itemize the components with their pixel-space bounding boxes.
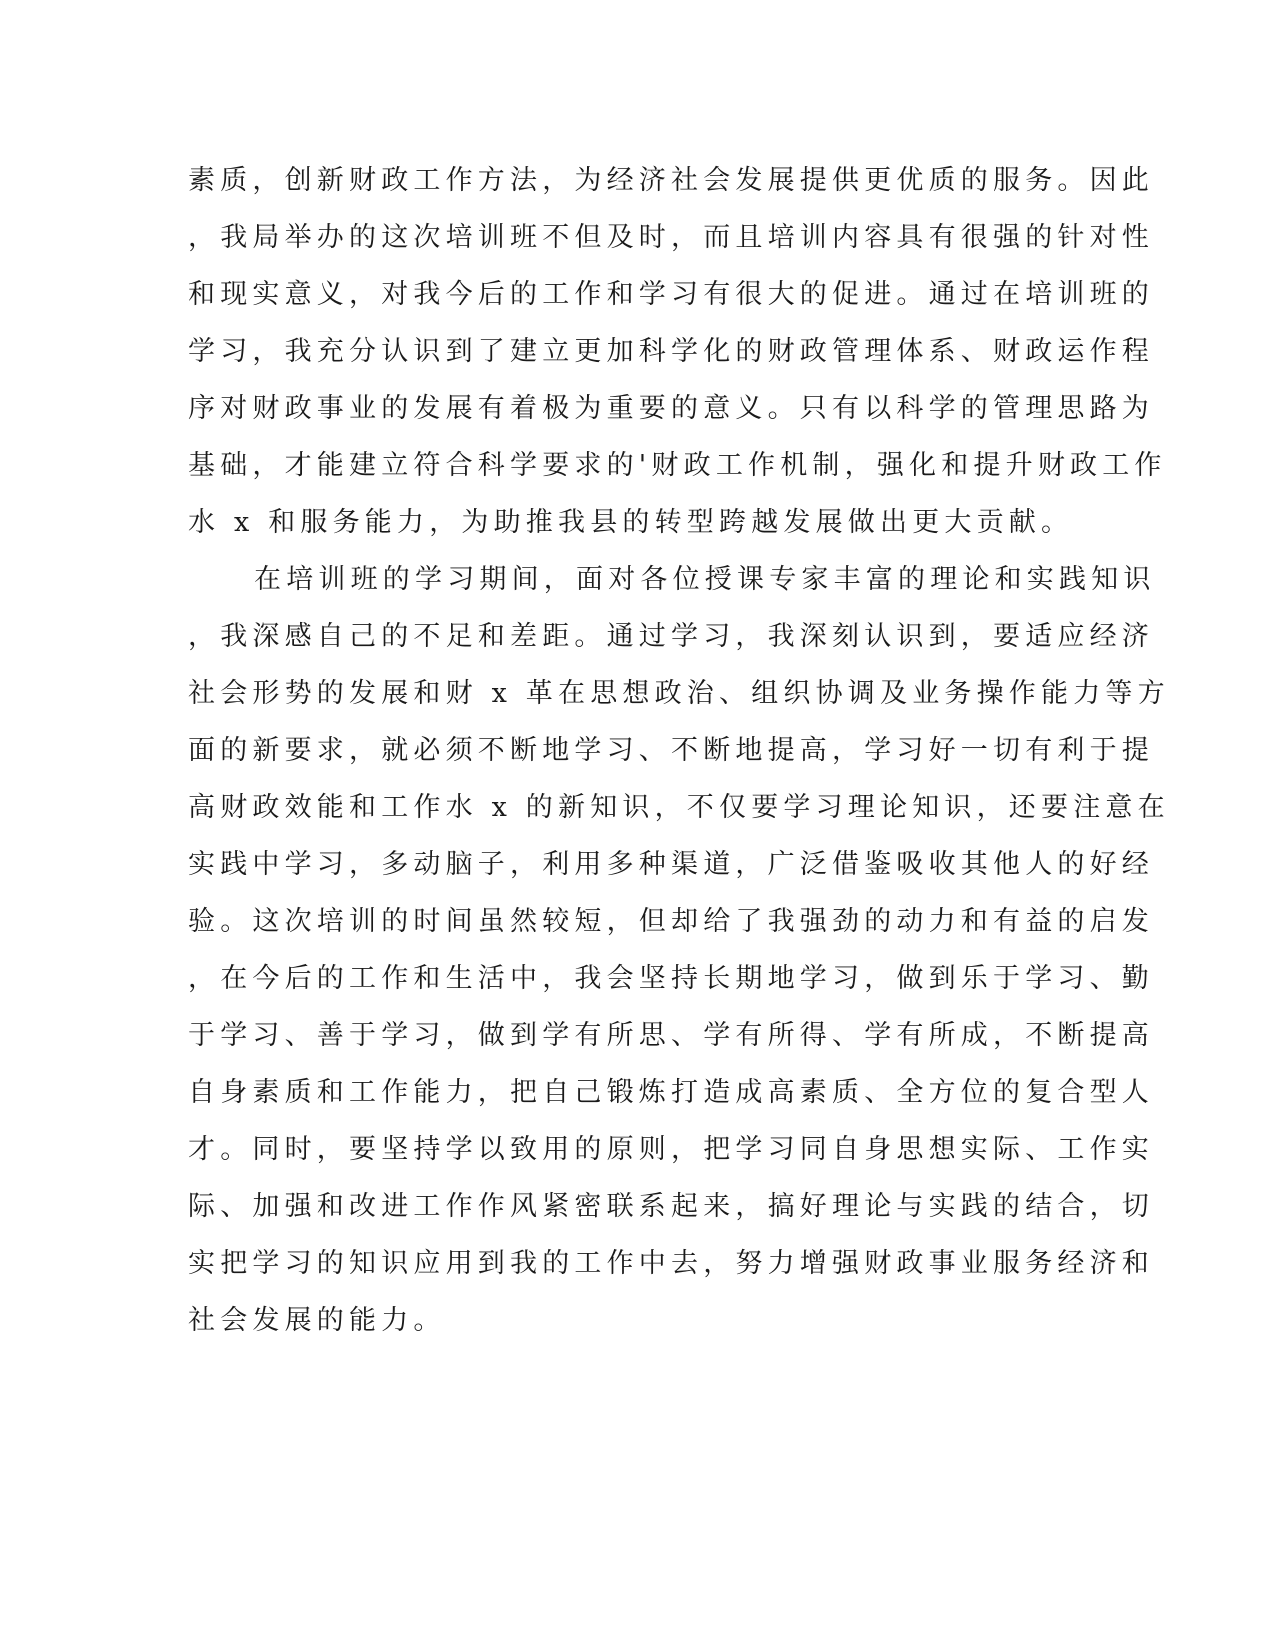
- paragraph-line: 高财政效能和工作水 x 的新知识，不仅要学习理论知识，还要注意在: [188, 792, 1170, 823]
- document-body: [188, 152, 1170, 1349]
- paragraph-line: 学习，我充分认识到了建立更加科学化的财政管理体系、财政运作程: [188, 336, 1154, 367]
- paragraph-line: ，我深感自己的不足和差距。通过学习，我深刻认识到，要适应经济: [188, 621, 1154, 652]
- paragraph-line: 验。这次培训的时间虽然较短，但却给了我强劲的动力和有益的启发: [188, 906, 1154, 937]
- paragraph-line: 于学习、善于学习，做到学有所思、学有所得、学有所成，不断提高: [188, 1020, 1154, 1051]
- paragraph-line: 在培训班的学习期间，面对各位授课专家丰富的理论和实践知识: [254, 564, 1156, 595]
- paragraph-line: 实践中学习，多动脑子，利用多种渠道，广泛借鉴吸收其他人的好经: [188, 849, 1154, 880]
- paragraph-line: 实把学习的知识应用到我的工作中去，努力增强财政事业服务经济和: [188, 1248, 1154, 1279]
- paragraph-line: 水 x 和服务能力，为助推我县的转型跨越发展做出更大贡献。: [188, 507, 1074, 538]
- paragraph-line: 序对财政事业的发展有着极为重要的意义。只有以科学的管理思路为: [188, 393, 1154, 424]
- paragraph-line: 才。同时，要坚持学以致用的原则，把学习同自身思想实际、工作实: [188, 1134, 1154, 1165]
- paragraph-line: 社会发展的能力。: [188, 1305, 446, 1336]
- paragraph-2: [188, 551, 1170, 1349]
- paragraph-line: 素质，创新财政工作方法，为经济社会发展提供更优质的服务。因此: [188, 165, 1154, 196]
- paragraph-line: 自身素质和工作能力，把自己锻炼打造成高素质、全方位的复合型人: [188, 1077, 1154, 1108]
- paragraph-line: 基础，才能建立符合科学要求的'财政工作机制，强化和提升财政工作: [188, 450, 1167, 481]
- paragraph-line: 和现实意义，对我今后的工作和学习有很大的促进。通过在培训班的: [188, 279, 1154, 310]
- paragraph-line: 社会形势的发展和财 x 革在思想政治、组织协调及业务操作能力等方: [188, 678, 1170, 709]
- paragraph-line: ，我局举办的这次培训班不但及时，而且培训内容具有很强的针对性: [188, 222, 1154, 253]
- paragraph-line: 际、加强和改进工作作风紧密联系起来，搞好理论与实践的结合，切: [188, 1191, 1154, 1222]
- paragraph-line: 面的新要求，就必须不断地学习、不断地提高，学习好一切有利于提: [188, 735, 1154, 766]
- paragraph-1: [188, 152, 1167, 551]
- paragraph-line: ，在今后的工作和生活中，我会坚持长期地学习，做到乐于学习、勤: [188, 963, 1154, 994]
